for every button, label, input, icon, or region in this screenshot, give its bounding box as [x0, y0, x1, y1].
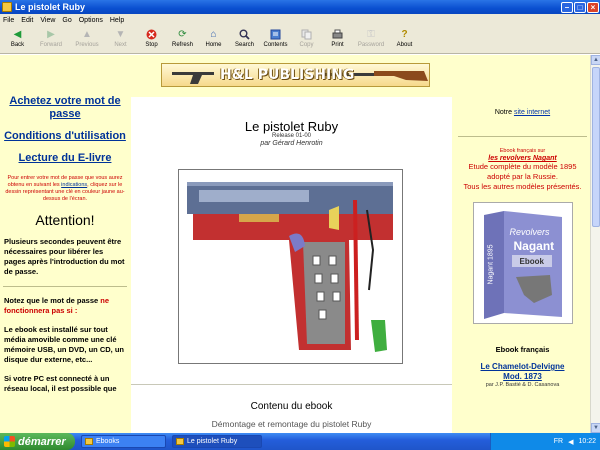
- nagant-description-3: Tous les autres modèles présentés.: [463, 182, 582, 191]
- home-icon: ⌂: [210, 29, 217, 40]
- attention-heading: Attention!: [35, 212, 95, 228]
- nagant-book-cover[interactable]: [473, 202, 573, 324]
- taskbar-item-ebooks[interactable]: Ebooks: [81, 435, 166, 448]
- nagant-ebook-link[interactable]: les revolvers Nagant: [488, 155, 557, 162]
- previous-button[interactable]: ▲ Previous: [75, 29, 99, 48]
- print-icon: [332, 29, 343, 40]
- menu-help[interactable]: Help: [109, 16, 125, 24]
- forward-button[interactable]: ▶ Forward: [39, 29, 62, 48]
- book-title-line2: Nagant: [513, 239, 555, 253]
- back-button[interactable]: ◀ Back: [10, 29, 25, 48]
- ebook-promo-label: Ebook français sur: [499, 148, 546, 154]
- buy-password-link[interactable]: Achetez votre mot de passe: [9, 95, 121, 120]
- folder-icon: [85, 438, 93, 445]
- print-button[interactable]: Print: [322, 26, 353, 54]
- nagant-description-2: adopté par la Russie.: [487, 172, 558, 181]
- app-icon: [176, 438, 184, 445]
- right-column: [455, 95, 590, 388]
- contents-heading: Contenu du ebook: [250, 401, 333, 412]
- up-arrow-icon: ▲: [82, 29, 92, 40]
- menu-go[interactable]: Go: [62, 16, 72, 24]
- stop-icon: [146, 29, 157, 40]
- divider: [3, 286, 127, 287]
- forward-arrow-icon: ▶: [47, 29, 55, 40]
- title-bar: [0, 0, 600, 14]
- maximize-button[interactable]: □: [574, 2, 586, 13]
- password-icon: ⚿: [367, 29, 375, 40]
- menu-options[interactable]: Options: [78, 16, 103, 24]
- release-label: Release 01-00: [271, 133, 312, 139]
- page-title: Le pistolet Ruby: [244, 119, 339, 134]
- next-button[interactable]: ▼ Next: [114, 29, 127, 48]
- removable-media-note: Le ebook est installé sur tout média amovible comme une clé mémoire USB, un DVD, un CD, un disque dur externe, etc...: [4, 325, 125, 364]
- app-icon: [2, 2, 12, 12]
- contents-button[interactable]: Contents: [260, 26, 291, 54]
- terms-link[interactable]: Conditions d'utilisation: [4, 130, 126, 142]
- menu-file[interactable]: File: [3, 16, 15, 24]
- vertical-scrollbar[interactable]: [590, 55, 600, 433]
- close-button[interactable]: ×: [587, 2, 599, 13]
- system-tray: [490, 433, 600, 450]
- copy-button[interactable]: Copy: [291, 26, 322, 54]
- book-title-line1: Revolvers: [509, 227, 550, 237]
- pistol-drawing: [179, 170, 402, 363]
- speaker-icon[interactable]: ◀: [568, 438, 574, 446]
- left-column: [0, 95, 130, 394]
- stop-button[interactable]: Stop: [136, 26, 167, 54]
- copy-icon: [301, 29, 312, 40]
- divider: [458, 136, 587, 137]
- back-arrow-icon: ◀: [13, 29, 22, 40]
- contents-first-item[interactable]: Démontage et remontage du pistolet Ruby: [211, 419, 372, 429]
- book-spine-title: Nagant 1895: [487, 244, 494, 285]
- menu-edit[interactable]: Edit: [21, 16, 34, 24]
- about-button[interactable]: ? About: [396, 29, 413, 48]
- minimize-button[interactable]: –: [561, 2, 573, 13]
- taskbar-item-pistolet-ruby[interactable]: Le pistolet Ruby: [172, 435, 262, 448]
- scroll-thumb[interactable]: [592, 67, 600, 227]
- publisher-banner: [161, 63, 430, 87]
- book-title-line3: Ebook: [519, 257, 544, 266]
- windows-logo-icon: [4, 436, 15, 447]
- language-indicator[interactable]: FR: [553, 438, 564, 445]
- scroll-up-icon[interactable]: ▲: [591, 55, 600, 65]
- nagant-description-1: Etude complète du modèle 1895: [468, 162, 577, 171]
- start-button[interactable]: démarrer: [0, 433, 75, 450]
- refresh-icon: ⟳: [178, 29, 187, 40]
- refresh-button[interactable]: ⟳ Refresh: [171, 29, 193, 48]
- search-icon: [239, 29, 250, 40]
- help-icon: ?: [401, 29, 408, 40]
- taskbar: [0, 433, 600, 450]
- scroll-down-icon[interactable]: ▼: [591, 423, 600, 433]
- search-button[interactable]: Search: [229, 26, 260, 54]
- center-panel: [131, 97, 452, 433]
- ebook-french-label: Ebook français: [495, 345, 550, 354]
- toolbar: [0, 26, 600, 54]
- website-link[interactable]: site internet: [513, 109, 551, 116]
- document-view: [0, 55, 590, 433]
- down-arrow-icon: ▼: [115, 29, 126, 40]
- chamelot-delvigne-link[interactable]: Le Chamelot-Delvigne Mod. 1873: [480, 362, 565, 381]
- banner-title: H&L PUBLISHING: [220, 67, 355, 83]
- menu-bar: [0, 14, 600, 26]
- website-line: Notre site internet: [494, 109, 551, 116]
- pistol-cutaway-image[interactable]: [178, 169, 403, 364]
- author-label: par Gérard Henrotin: [260, 140, 323, 147]
- instructions-link[interactable]: indications: [61, 182, 88, 188]
- window-title: Le pistolet Ruby: [15, 2, 86, 12]
- password-warning: Notez que le mot de passe ne fonctionnera pas si :: [4, 296, 110, 315]
- divider: [131, 384, 452, 385]
- clock: 10:22: [578, 438, 596, 445]
- password-button[interactable]: ⚿ Password: [357, 29, 385, 48]
- home-button[interactable]: ⌂ Home: [205, 29, 222, 48]
- chamelot-authors: par J.P. Bastié & D. Casanova: [485, 382, 560, 388]
- ebook-reading-link[interactable]: Lecture du E-livre: [18, 152, 112, 164]
- network-note: Si votre PC est connecté à un réseau local, il est possible que: [4, 374, 117, 393]
- wait-note: Plusieurs secondes peuvent être nécessaires pour libérer les pages après l'introduction du mot de passe.: [4, 237, 125, 276]
- menu-view[interactable]: View: [40, 16, 56, 24]
- password-note: Pour entrer votre mot de passe que vous aurez obtenu en suivant les indications, cliquez sur le dessin représentant une clé en couleur jaune au-dessus de l'écran.: [5, 175, 125, 202]
- contents-icon: [270, 29, 281, 40]
